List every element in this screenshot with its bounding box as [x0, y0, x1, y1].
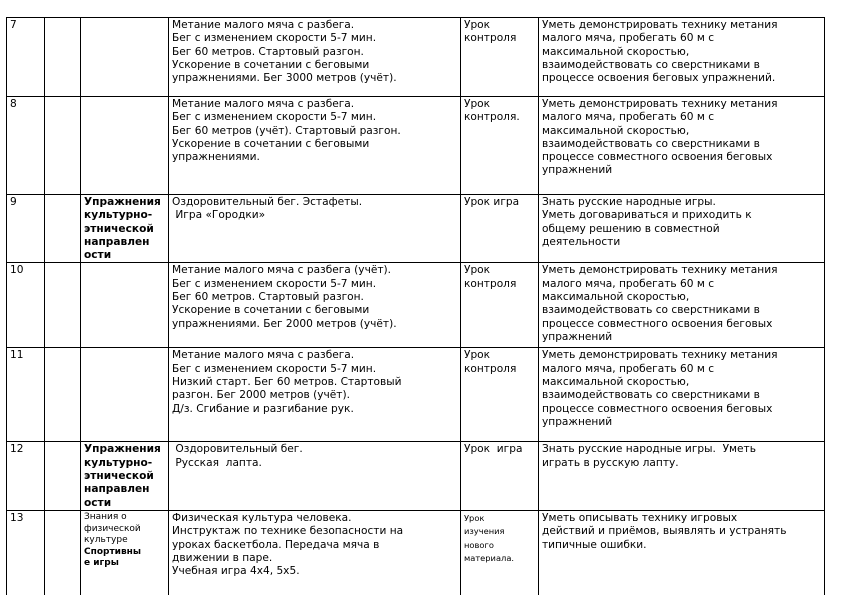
outcome-line: Уметь демонстрировать технику метания: [542, 349, 778, 362]
type-line: Урок: [464, 264, 491, 277]
outcome-line: Уметь демонстрировать технику метания: [542, 98, 778, 110]
lesson-type: [461, 195, 539, 263]
lesson-plan-table: [6, 17, 825, 595]
outcome-line: взаимодействовать со сверстниками в: [542, 58, 760, 71]
section-cell: [81, 510, 169, 595]
type-line: Урок игра: [464, 196, 520, 208]
lesson-type: [461, 97, 539, 195]
section-line: этнической: [84, 470, 154, 483]
learning-outcome: [539, 18, 825, 97]
table-row: [7, 195, 825, 263]
section-line: культурно-: [84, 209, 153, 222]
lesson-type: [461, 18, 539, 97]
section-line: направлен: [84, 483, 150, 496]
section-cell: [81, 97, 169, 195]
type-line: контроля: [464, 362, 517, 375]
learning-outcome: [539, 442, 825, 510]
type-line: Урок: [464, 98, 491, 110]
outcome-line: действий и приёмов, выявлять и устранять: [542, 525, 787, 538]
type-line: Урок: [464, 349, 491, 362]
blank-cell: [45, 18, 81, 97]
content-line: Метание малого мяча с разбега.: [172, 349, 355, 362]
content-line: Метание малого мяча с разбега.: [172, 98, 355, 110]
table-row: [7, 263, 825, 348]
type-line: изучения: [464, 526, 505, 537]
outcome-line: типичные ошибки.: [542, 538, 647, 551]
section-line: Упражнения: [84, 443, 161, 456]
content-line: Д/з. Сгибание и разгибание рук.: [172, 402, 354, 415]
lesson-content: [169, 18, 461, 97]
blank-cell: [45, 195, 81, 263]
table-row: [7, 348, 825, 442]
lesson-number: 12: [7, 442, 45, 510]
section-line: культуре: [84, 535, 128, 546]
content-line: Низкий старт. Бег 60 метров. Стартовый: [172, 376, 402, 389]
section-cell: [81, 195, 169, 263]
outcome-line: упражнений: [542, 164, 613, 177]
outcome-line: максимальной скоростью,: [542, 376, 690, 389]
section-line: Знания о: [84, 511, 127, 522]
content-line: Метание малого мяча с разбега (учёт).: [172, 264, 392, 277]
content-line: уроках баскетбола. Передача мяча в: [172, 538, 380, 551]
content-line: Инструктаж по технике безопасности на: [172, 525, 404, 538]
section-line: Упражнения: [84, 196, 161, 208]
section-line: е игры: [84, 558, 119, 569]
outcome-line: процессе совместного освоения беговых: [542, 317, 773, 330]
type-line: материала.: [464, 553, 515, 564]
lesson-content: [169, 195, 461, 263]
learning-outcome: [539, 97, 825, 195]
outcome-line: малого мяча, пробегать 60 м с: [542, 111, 715, 124]
lesson-number: 10: [7, 263, 45, 348]
section-line: направлен: [84, 235, 150, 248]
outcome-line: общему решению в совместной: [542, 222, 720, 235]
content-line: Ускорение в сочетании с беговыми: [172, 137, 370, 150]
content-line: Метание малого мяча с разбега.: [172, 19, 355, 31]
content-line: упражнениями. Бег 3000 метров (учёт).: [172, 72, 397, 85]
section-line: культурно-: [84, 456, 153, 469]
table-row: [7, 510, 825, 595]
learning-outcome: [539, 195, 825, 263]
content-line: Оздоровительный бег. Эстафеты.: [172, 196, 363, 208]
outcome-line: процессе совместного освоения беговых: [542, 151, 773, 164]
content-line: Оздоровительный бег.: [172, 443, 303, 456]
type-line: нового: [464, 539, 494, 550]
content-line: Бег с изменением скорости 5-7 мин.: [172, 32, 377, 45]
lesson-type: [461, 263, 539, 348]
content-line: Бег 60 метров. Стартовый разгон.: [172, 45, 364, 58]
lesson-number: 8: [7, 97, 45, 195]
blank-cell: [45, 97, 81, 195]
lesson-content: [169, 348, 461, 442]
content-line: Игра «Городки»: [172, 209, 266, 222]
type-line: контроля: [464, 277, 517, 290]
outcome-line: Знать русские народные игры.: [542, 196, 716, 208]
section-cell: [81, 263, 169, 348]
outcome-line: максимальной скоростью,: [542, 124, 690, 137]
outcome-line: максимальной скоростью,: [542, 45, 690, 58]
content-line: Бег 60 метров (учёт). Стартовый разгон.: [172, 124, 401, 137]
content-line: упражнениями.: [172, 151, 260, 164]
content-line: Бег 60 метров. Стартовый разгон.: [172, 291, 364, 304]
outcome-line: Уметь договариваться и приходить к: [542, 209, 752, 222]
outcome-line: Уметь демонстрировать технику метания: [542, 264, 778, 277]
type-line: контроля: [464, 32, 517, 45]
lesson-type: [461, 510, 539, 595]
section-cell: [81, 348, 169, 442]
outcome-line: Уметь описывать технику игровых: [542, 511, 738, 524]
lesson-number: 11: [7, 348, 45, 442]
content-line: Русская лапта.: [172, 456, 262, 469]
blank-cell: [45, 442, 81, 510]
content-line: Ускорение в сочетании с беговыми: [172, 58, 370, 71]
lesson-type: [461, 348, 539, 442]
section-line: этнической: [84, 222, 154, 235]
blank-cell: [45, 263, 81, 348]
outcome-line: процессе освоения беговых упражнений.: [542, 72, 776, 85]
type-line: Урок игра: [464, 443, 523, 456]
content-line: Ускорение в сочетании с беговыми: [172, 304, 370, 317]
outcome-line: малого мяча, пробегать 60 м с: [542, 362, 715, 375]
section-line: Спортивны: [84, 546, 142, 557]
section-cell: [81, 18, 169, 97]
outcome-line: малого мяча, пробегать 60 м с: [542, 32, 715, 45]
section-line: физической: [84, 523, 141, 534]
type-line: контроля.: [464, 111, 520, 124]
outcome-line: малого мяча, пробегать 60 м с: [542, 277, 715, 290]
outcome-line: взаимодействовать со сверстниками в: [542, 389, 760, 402]
lesson-number: 7: [7, 18, 45, 97]
outcome-line: Уметь демонстрировать технику метания: [542, 19, 778, 31]
content-line: Учебная игра 4х4, 5х5.: [172, 565, 300, 578]
learning-outcome: [539, 348, 825, 442]
lesson-type: [461, 442, 539, 510]
blank-cell: [45, 510, 81, 595]
outcome-line: максимальной скоростью,: [542, 291, 690, 304]
lesson-content: [169, 97, 461, 195]
outcome-line: деятельности: [542, 235, 621, 248]
lesson-number: 9: [7, 195, 45, 263]
section-line: ости: [84, 249, 112, 262]
table-row: [7, 97, 825, 195]
outcome-line: взаимодействовать со сверстниками в: [542, 304, 760, 317]
content-line: упражнениями. Бег 2000 метров (учёт).: [172, 317, 397, 330]
type-line: Урок: [464, 512, 485, 523]
content-line: Физическая культура человека.: [172, 511, 352, 524]
content-line: разгон. Бег 2000 метров (учёт).: [172, 389, 350, 402]
table-row: [7, 18, 825, 97]
table-row: [7, 442, 825, 510]
content-line: Бег с изменением скорости 5-7 мин.: [172, 111, 377, 124]
content-line: движении в паре.: [172, 551, 273, 564]
section-cell: [81, 442, 169, 510]
outcome-line: упражнений: [542, 415, 613, 428]
lesson-content: [169, 510, 461, 595]
outcome-line: играть в русскую лапту.: [542, 456, 679, 469]
outcome-line: взаимодействовать со сверстниками в: [542, 137, 760, 150]
content-line: Бег с изменением скорости 5-7 мин.: [172, 277, 377, 290]
lesson-content: [169, 442, 461, 510]
outcome-line: упражнений: [542, 330, 613, 343]
lesson-content: [169, 263, 461, 348]
learning-outcome: [539, 263, 825, 348]
blank-cell: [45, 348, 81, 442]
outcome-line: процессе совместного освоения беговых: [542, 402, 773, 415]
learning-outcome: [539, 510, 825, 595]
outcome-line: Знать русские народные игры. Уметь: [542, 443, 756, 456]
type-line: Урок: [464, 19, 491, 31]
lesson-number: 13: [7, 510, 45, 595]
section-line: ости: [84, 496, 112, 509]
content-line: Бег с изменением скорости 5-7 мин.: [172, 362, 377, 375]
